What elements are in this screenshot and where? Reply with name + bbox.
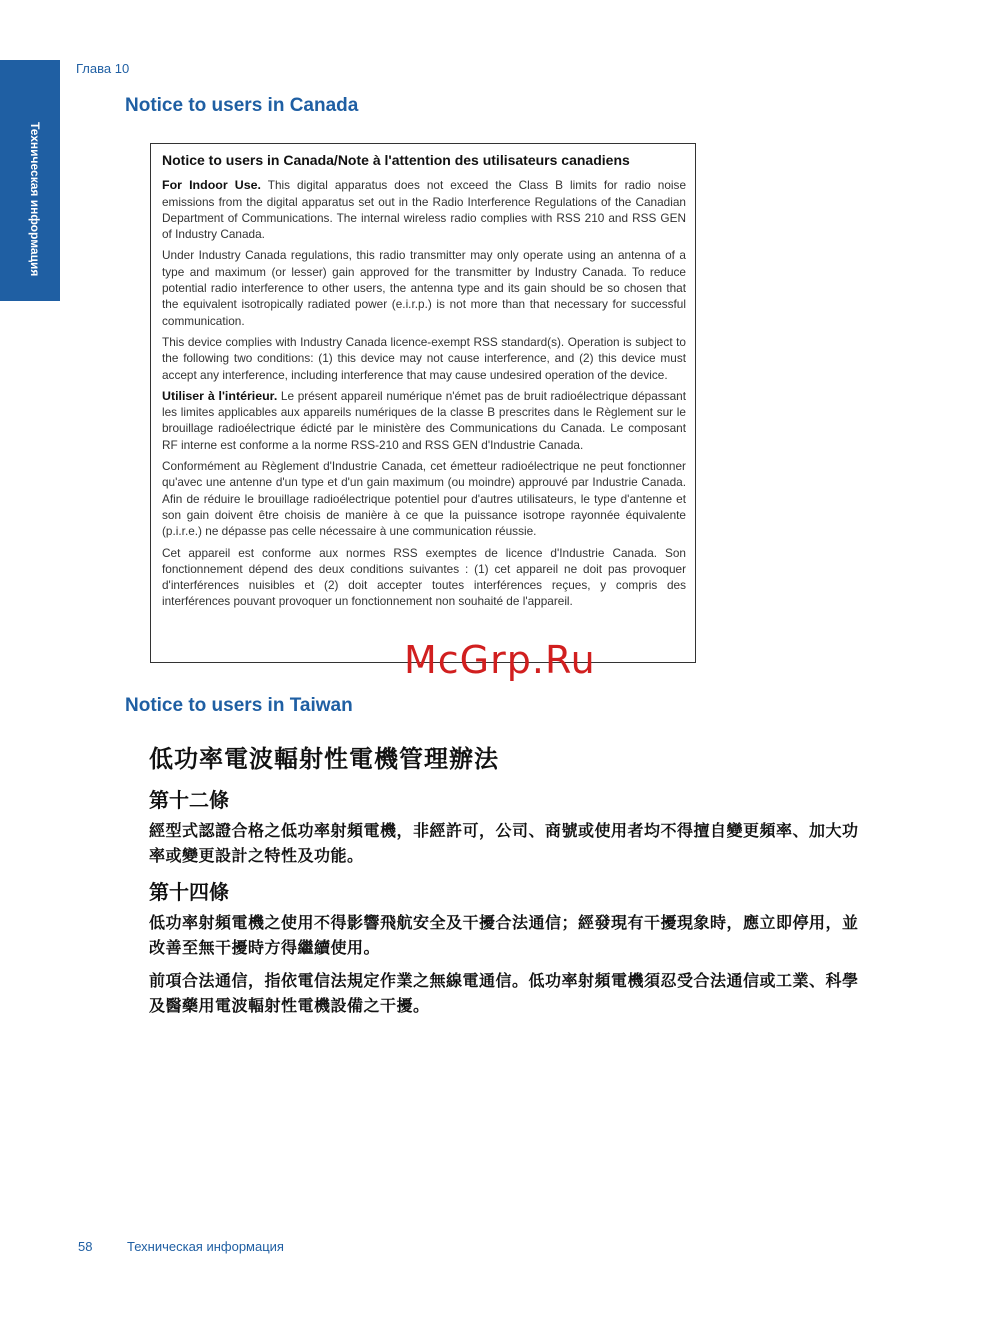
canada-paragraph-regulations: Under Industry Canada regulations, this radio transmitter may only operate using an antenna of a type and maximum (or lesser) gain approved for the transmitter by Industry Canada. To reduce potential radio interference to other users, the antenna type and its gain should be so chosen that the equivalent isotropically radiated power (e.i.r.p.) is not more than that necessary for successful communication. <box>162 248 686 328</box>
taiwan-article-14-text-2: 前項合法通信，指依電信法規定作業之無線電通信。低功率射頻電機須忍受合法通信或工業、科學及醫藥用電波輻射性電機設備之干擾。 <box>149 971 859 1015</box>
taiwan-section-title: Notice to users in Taiwan <box>125 695 353 716</box>
taiwan-article-14-heading: 第十四條 <box>149 880 229 904</box>
canada-paragraph-indoor: For Indoor Use. This digital apparatus does not exceed the Class B limits for radio noise emissions from the digital apparatus set out in the Radio Interference Regulations of the Canadian Department of Communications. The internal wireless radio complies with RSS 210 and RSS GEN of Industry Canada. <box>162 178 687 242</box>
canada-notice-box <box>150 143 696 663</box>
watermark: McGrp.Ru <box>404 638 596 682</box>
canada-paragraph-normes: Cet appareil est conforme aux normes RSS exemptes de licence d'Industrie Canada. Son fonctionnement dépend des deux conditions suivantes : (1) cet appareil ne doit pas provoquer d'interférences nuisibles et (2) doit accepter toutes interférences reçues, y compris des interférences pouvant provoquer un fonctionnement non souhaité de l'appareil. <box>162 545 686 609</box>
taiwan-article-12-text: 經型式認證合格之低功率射頻電機，非經許可，公司、商號或使用者均不得擅自變更頻率、加大功率或變更設計之特性及功能。 <box>149 821 859 865</box>
footer-section-label: Техническая информация <box>127 1239 284 1254</box>
sidebar-tab-label: Техническая информация <box>28 122 42 277</box>
taiwan-article-12-heading: 第十二條 <box>149 788 229 812</box>
canada-box-title: Notice to users in Canada/Note à l'attention des utilisateurs canadiens <box>162 152 630 168</box>
canada-paragraph-reglement: Conformément au Règlement d'Industrie Canada, cet émetteur radioélectrique ne peut fonctionner qu'avec une antenne d'un type et d'un gain maximum (ou moindre) approuvé par Industrie Canada. Afin de réduire le brouillage radioélectrique potentiel pour d'autres utilisateurs, le type d'antenne et son gain doivent être choisis de manière à ce que la puissance isotrope rayonnée équivalente (p.i.r.e.) ne dépasse pas celle nécessaire à une communication réussie. <box>162 459 686 539</box>
interieur-lead: Utiliser à l'intérieur. <box>162 388 278 403</box>
canada-paragraph-interieur: Utiliser à l'intérieur. Le présent appareil numérique n'émet pas de bruit radioélectrique dépassant les limites applicables aux appareils numériques de la classe B prescrites dans le Règlement sur le brouillage radioélectrique édicté par le ministère des Communications du Canada. Le composant RF interne est conforme a la norme RSS-210 and RSS GEN d'Industrie Canada. <box>162 388 686 452</box>
taiwan-regulation-title: 低功率電波輻射性電機管理辦法 <box>149 745 499 773</box>
canada-paragraph-rss: This device complies with Industry Canada licence-exempt RSS standard(s). Operation is subject to the following two conditions: (1) this device may not cause interference, and (2) this device must accept any interference, including interference that may cause undesired operation of the device. <box>162 334 686 382</box>
indoor-use-lead: For Indoor Use. <box>162 178 261 193</box>
taiwan-article-14-text-1: 低功率射頻電機之使用不得影響飛航安全及干擾合法通信；經發現有干擾現象時，應立即停用，並改善至無干擾時方得繼續使用。 <box>149 913 859 957</box>
chapter-label: Глава 10 <box>76 61 130 76</box>
page-number: 58 <box>78 1239 93 1254</box>
canada-section-title: Notice to users in Canada <box>125 95 359 116</box>
